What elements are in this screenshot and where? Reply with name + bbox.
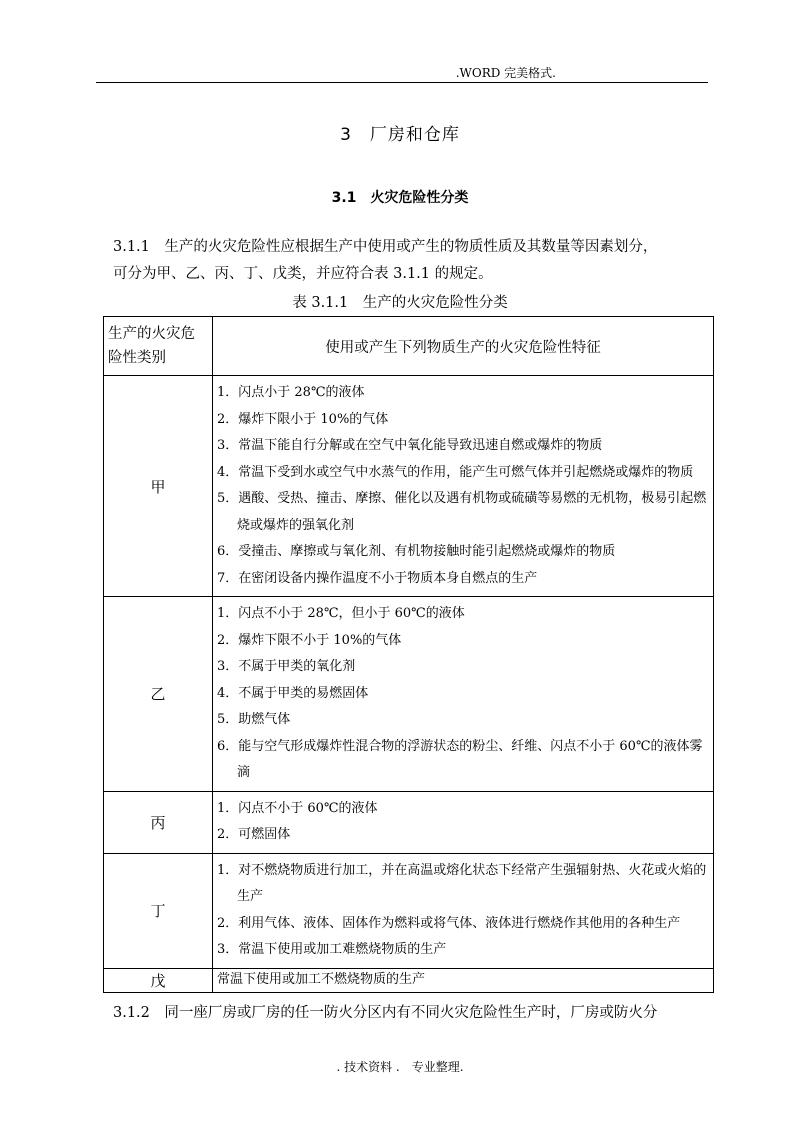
category-cell: 丁	[104, 853, 213, 968]
list-item: 7．在密闭设备内操作温度不小于物质本身自燃点的生产	[217, 570, 538, 586]
list-item: 4．不属于甲类的易燃固体	[217, 685, 369, 701]
list-item: 2．可燃固体	[217, 827, 291, 842]
list-item: 4．常温下受到水或空气中水蒸气的作用，能产生可燃气体并引起燃烧或爆炸的物质	[217, 464, 694, 480]
header-characteristics: 使用或产生下列物质生产的火灾危险性特征	[213, 317, 714, 376]
list-item: 5．遇酸、受热、撞击、摩擦、催化以及遇有机物或硫磺等易燃的无机物，极易引起燃烧或爆炸的强氧化剂	[217, 491, 707, 533]
list-item: 3．常温下使用或加工难燃烧物质的生产	[217, 942, 447, 957]
table-row	[104, 376, 714, 597]
list-item: 1．闪点不小于 60℃的液体	[217, 800, 378, 816]
list-item: 6．能与空气形成爆炸性混合物的浮游状态的粉尘、纤维、闪点不小于 60℃的液体雾滴	[217, 738, 703, 780]
list-item: 2．爆炸下限不小于 10%的气体	[217, 632, 402, 648]
list-item: 2．利用气体、液体、固体作为燃料或将气体、液体进行燃烧作其他用的各种生产	[217, 915, 681, 931]
page-header	[96, 62, 708, 83]
category-cell: 丙	[104, 791, 213, 853]
table-caption: 表 3.1.1 生产的火灾危险性分类	[292, 295, 508, 311]
fire-hazard-table	[103, 316, 714, 993]
section-title: 3.1 火灾危险性分类	[331, 190, 469, 206]
list-item: 1．闪点不小于 28℃，但小于 60℃的液体	[217, 606, 465, 621]
paragraph-3-1-1	[113, 234, 713, 288]
list-item: 5．助燃气体	[217, 712, 291, 727]
table-row	[104, 791, 714, 853]
table-row	[104, 597, 714, 792]
category-cell: 乙	[104, 597, 213, 792]
list-item: 2．爆炸下限小于 10%的气体	[217, 411, 389, 427]
category-cell: 戊	[104, 968, 213, 992]
table-row	[104, 853, 714, 968]
list-item: 6．受撞击、摩擦或与氧化剂、有机物接触时能引起燃烧或爆炸的物质	[217, 544, 616, 559]
list-item: 1．闪点小于 28℃的液体	[217, 385, 365, 400]
items-cell: 常温下使用或加工不燃烧物质的生产	[213, 968, 714, 992]
chapter-title: 3 厂房和仓库	[340, 125, 460, 145]
page-footer: . 技术资料 . 专业整理.	[336, 1060, 464, 1074]
items-cell	[213, 597, 714, 792]
items-cell	[213, 791, 714, 853]
table-row	[104, 968, 714, 992]
header-text: .WORD 完美格式.	[455, 66, 556, 80]
items-cell	[213, 853, 714, 968]
list-item: 3．常温下能自行分解或在空气中氧化能导致迅速自燃或爆炸的物质	[217, 438, 603, 453]
paragraph-line: 可分为甲、乙、丙、丁、戊类，并应符合表 3.1.1 的规定。	[113, 266, 493, 282]
paragraph-line: 3.1.1 生产的火灾危险性应根据生产中使用或产生的物质性质及其数量等因素划分，	[113, 239, 658, 255]
paragraph-3-1-2: 3.1.2 同一座厂房或厂房的任一防火分区内有不同火灾危险性生产时，厂房或防火分	[113, 1005, 658, 1021]
list-item: 1．对不燃烧物质进行加工，并在高温或熔化状态下经常产生强辐射热、火花或火焰的生产	[217, 862, 707, 904]
header-category: 生产的火灾危险性类别	[104, 317, 213, 376]
items-cell	[213, 376, 714, 597]
list-item: 3．不属于甲类的氧化剂	[217, 659, 356, 674]
category-cell: 甲	[104, 376, 213, 597]
table-header-row	[104, 317, 714, 376]
